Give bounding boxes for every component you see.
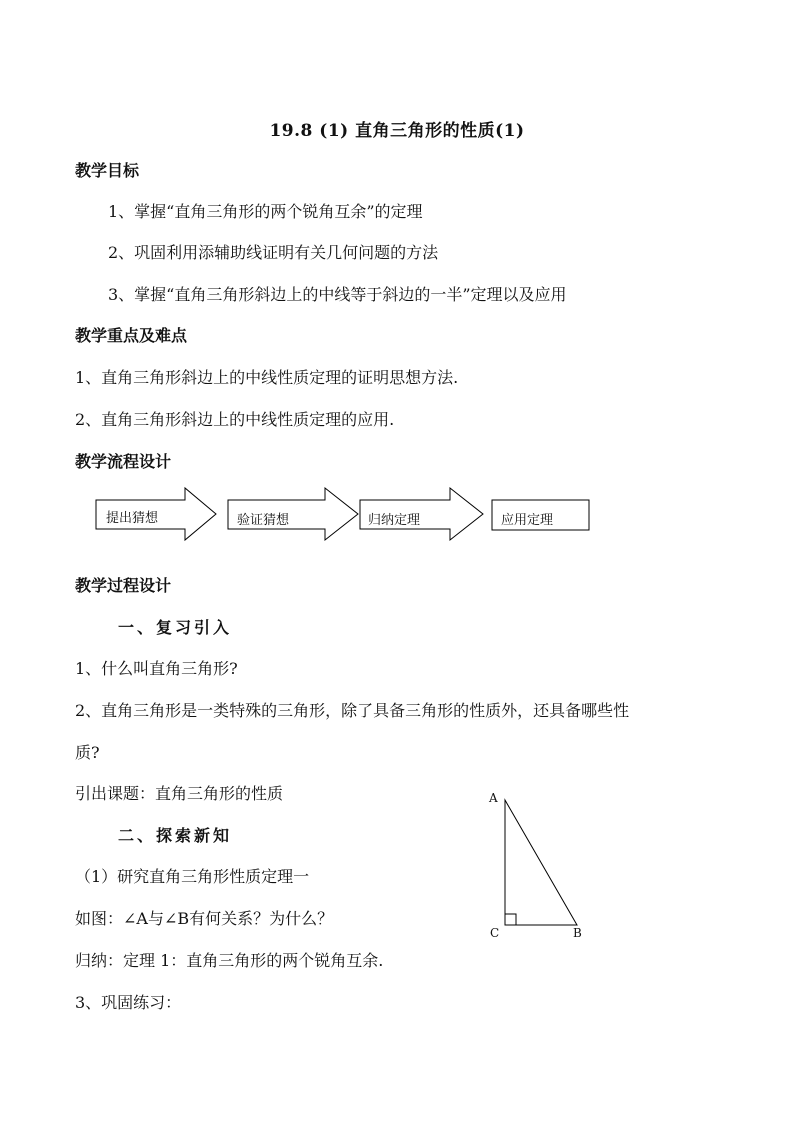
- review-question-2-line2: 质?: [75, 743, 100, 762]
- objectives-heading: 教学目标: [75, 161, 140, 180]
- page-title: 19.8 (1) 直角三角形的性质(1): [269, 121, 525, 141]
- flow-step-1: 提出猜想: [106, 511, 159, 526]
- research-theorem: （1）研究直角三角形性质定理一: [75, 867, 310, 886]
- key-points-heading: 教学重点及难点: [75, 326, 188, 345]
- key-point-item-2: 2、直角三角形斜边上的中线性质定理的应用.: [75, 410, 395, 429]
- practice-heading: 3、巩固练习：: [75, 993, 182, 1012]
- triangle-shape: [505, 800, 577, 925]
- vertex-label-a: A: [489, 791, 498, 805]
- review-question-1: 1、什么叫直角三角形?: [75, 659, 238, 678]
- section-1-title: 一、复习引入: [118, 618, 233, 637]
- objective-item-1: 1、掌握“直角三角形的两个锐角互余”的定理: [108, 202, 423, 221]
- right-triangle-figure: [480, 790, 600, 940]
- flow-step-4: 应用定理: [501, 513, 554, 528]
- objective-item-3: 3、掌握“直角三角形斜边上的中线等于斜边的一半”定理以及应用: [108, 285, 567, 304]
- objective-item-2: 2、巩固利用添辅助线证明有关几何问题的方法: [108, 243, 439, 262]
- review-question-2-line1: 2、直角三角形是一类特殊的三角形，除了具备三角形的性质外，还具备哪些性: [75, 701, 630, 720]
- section-2-title: 二、探索新知: [118, 826, 233, 845]
- flow-heading: 教学流程设计: [75, 452, 172, 471]
- flow-step-2: 验证猜想: [237, 513, 290, 528]
- flow-step-3: 归纳定理: [368, 513, 421, 528]
- key-point-item-1: 1、直角三角形斜边上的中线性质定理的证明思想方法.: [75, 368, 459, 387]
- angle-question: 如图：∠A与∠B有何关系？为什么？: [75, 909, 334, 928]
- theorem-summary: 归纳：定理 1：直角三角形的两个锐角互余.: [75, 951, 384, 970]
- topic-intro: 引出课题：直角三角形的性质: [75, 784, 284, 803]
- vertex-label-b: B: [573, 926, 582, 940]
- vertex-label-c: C: [490, 926, 500, 940]
- process-heading: 教学过程设计: [75, 576, 172, 595]
- right-angle-mark: [505, 914, 516, 925]
